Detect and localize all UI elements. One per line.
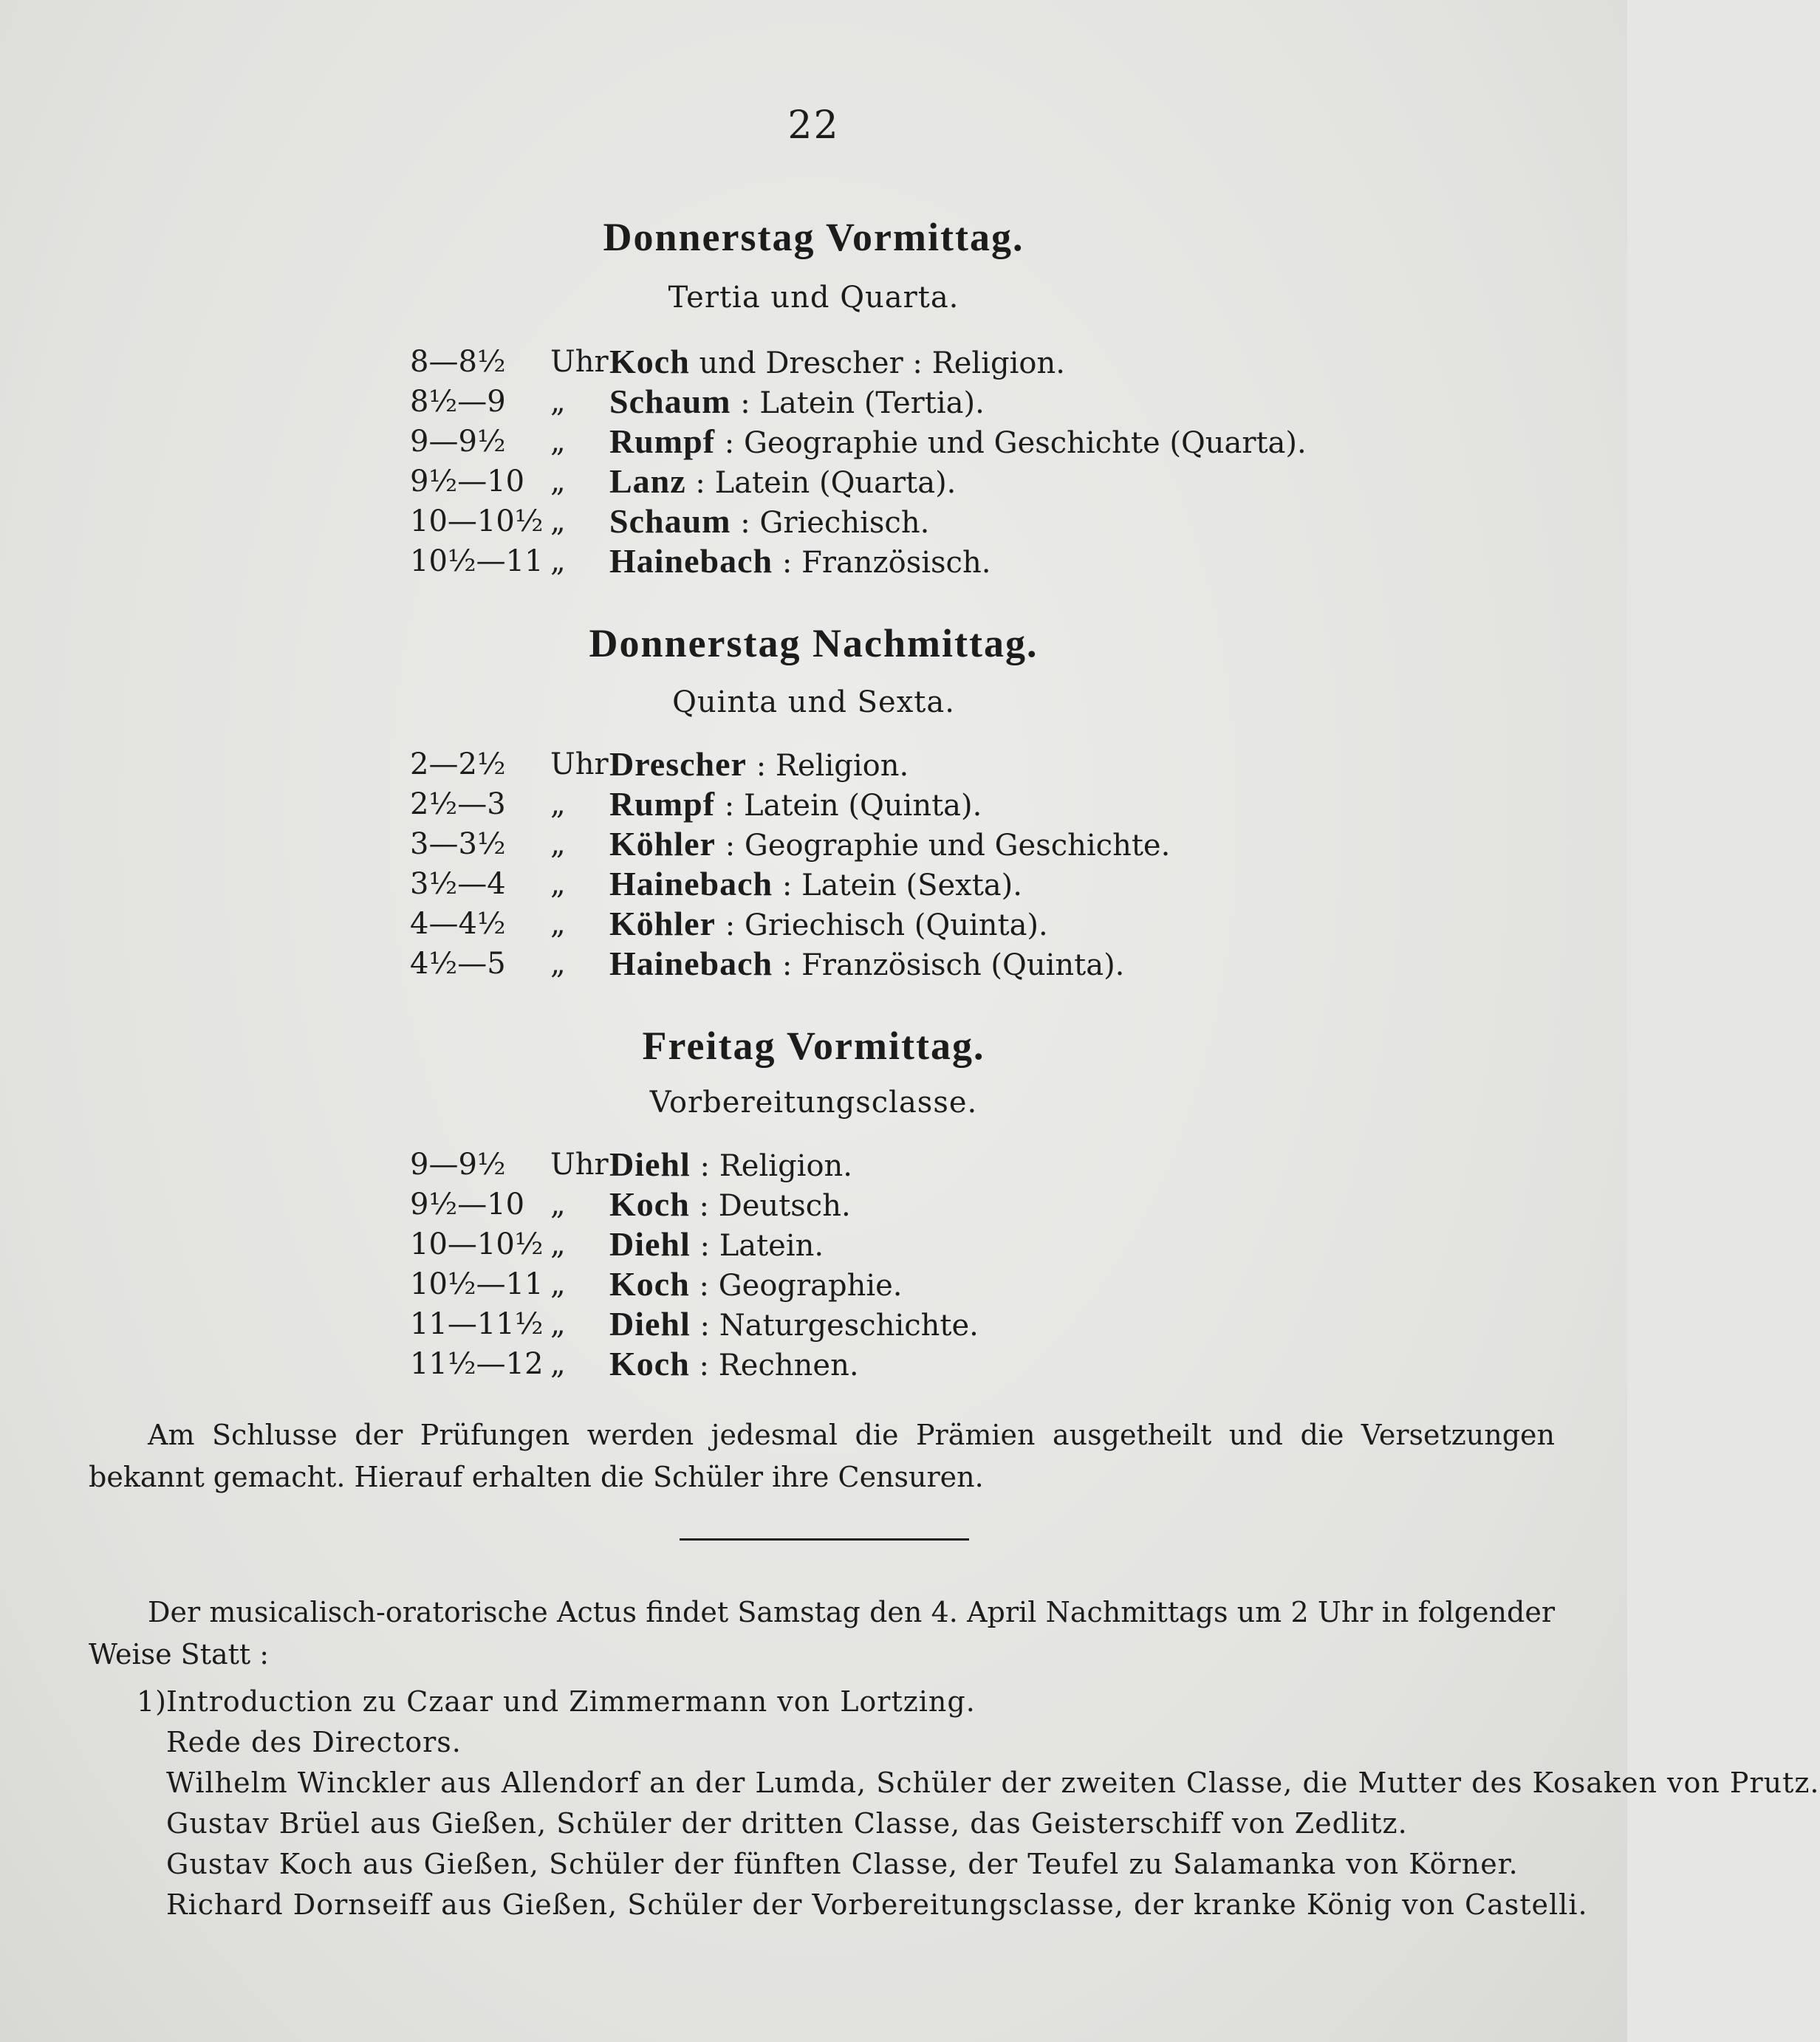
program-number: 1) bbox=[137, 1685, 168, 1718]
row-teacher: Hainebach bbox=[609, 865, 773, 902]
section-title: Donnerstag Nachmittag. bbox=[589, 621, 1039, 665]
row-time: 2—2½ bbox=[410, 747, 506, 781]
row-teacher: Schaum bbox=[609, 383, 731, 420]
row-uhr: „ bbox=[550, 385, 566, 419]
row-time: 2½—3 bbox=[410, 787, 506, 821]
program-item bbox=[166, 1726, 462, 1758]
row-teacher: Hainebach bbox=[609, 945, 773, 982]
row-teacher: Rumpf bbox=[609, 422, 716, 460]
row-teacher: Koch bbox=[609, 1265, 690, 1303]
row-subject: : Geographie. bbox=[699, 1269, 903, 1303]
actus-intro: Der musicalisch-oratorische Actus findet Samstag den 4. April Nachmittags um 2 Uhr in folgender Weise Statt : bbox=[89, 1596, 1555, 1671]
row-teacher: Koch bbox=[609, 1345, 690, 1383]
section-classes: Quinta und Sexta. bbox=[672, 685, 955, 719]
row-time: 4—4½ bbox=[410, 907, 506, 941]
section-title: Freitag Vormittag. bbox=[642, 1024, 985, 1068]
row-uhr: Uhr bbox=[550, 1148, 609, 1182]
row-subject: : Latein (Quinta). bbox=[724, 789, 982, 823]
row-uhr: „ bbox=[550, 947, 566, 981]
section-classes: Vorbereitungsclasse. bbox=[649, 1086, 978, 1120]
program-text: Richard Dornseiff aus Gießen, Schüler der Vorbereitungsclasse, der kranke König von Castelli. bbox=[166, 1888, 1588, 1921]
row-subject: : Französisch. bbox=[781, 546, 991, 580]
row-uhr: „ bbox=[550, 544, 566, 578]
row-time: 3—3½ bbox=[410, 827, 506, 861]
row-teacher: Diehl bbox=[609, 1305, 691, 1343]
row-subject: : Latein. bbox=[699, 1229, 824, 1263]
row-uhr: „ bbox=[550, 867, 566, 901]
program-text: Gustav Koch aus Gießen, Schüler der fünften Classe, der Teufel zu Salamanka von Körner. bbox=[166, 1848, 1519, 1880]
row-time: 9½—10 bbox=[410, 1188, 525, 1222]
row-teacher: Köhler bbox=[609, 825, 716, 863]
row-subject: und Drescher : Religion. bbox=[699, 346, 1065, 380]
program-text: Rede des Directors. bbox=[166, 1726, 462, 1758]
row-subject: : Deutsch. bbox=[699, 1189, 851, 1223]
divider-rule bbox=[680, 1538, 969, 1541]
row-subject: : Griechisch (Quinta). bbox=[725, 908, 1048, 942]
row-uhr: „ bbox=[550, 504, 566, 538]
row-time: 10—10½ bbox=[410, 504, 544, 538]
row-teacher: Koch bbox=[609, 1185, 690, 1223]
row-subject: : Religion. bbox=[699, 1149, 853, 1183]
row-subject: : Latein (Quarta). bbox=[695, 466, 957, 500]
row-uhr: „ bbox=[550, 827, 566, 861]
row-time: 9—9½ bbox=[410, 425, 506, 459]
row-teacher: Drescher bbox=[609, 745, 747, 783]
row-subject: : Religion. bbox=[756, 749, 909, 783]
row-uhr: „ bbox=[550, 1227, 566, 1261]
row-uhr: „ bbox=[550, 1307, 566, 1341]
program-text: Gustav Brüel aus Gießen, Schüler der dritten Classe, das Geisterschiff von Zedlitz. bbox=[166, 1807, 1408, 1840]
row-subject: : Naturgeschichte. bbox=[699, 1309, 979, 1343]
row-time: 10—10½ bbox=[410, 1227, 544, 1261]
row-teacher: Diehl bbox=[609, 1145, 691, 1183]
row-subject: : Griechisch. bbox=[740, 506, 930, 540]
row-teacher: Köhler bbox=[609, 905, 716, 942]
row-uhr: „ bbox=[550, 1267, 566, 1301]
row-time: 9½—10 bbox=[410, 465, 525, 498]
section-title: Donnerstag Vormittag. bbox=[603, 215, 1024, 259]
row-uhr: „ bbox=[550, 787, 566, 821]
row-teacher: Lanz bbox=[609, 462, 686, 500]
row-time: 10½—11 bbox=[410, 1267, 544, 1301]
row-time: 11—11½ bbox=[410, 1307, 544, 1341]
row-subject: : Rechnen. bbox=[699, 1349, 859, 1383]
row-teacher: Rumpf bbox=[609, 785, 716, 823]
row-subject: : Geographie und Geschichte. bbox=[725, 829, 1171, 863]
row-uhr: Uhr bbox=[550, 345, 609, 379]
row-teacher: Koch bbox=[609, 343, 690, 380]
row-time: 8½—9 bbox=[410, 385, 506, 419]
program-item bbox=[166, 1848, 1519, 1880]
row-subject: : Latein (Sexta). bbox=[781, 868, 1022, 902]
program-item bbox=[137, 1685, 976, 1718]
row-subject: : Geographie und Geschichte (Quarta). bbox=[724, 426, 1307, 460]
page-number: 22 bbox=[787, 103, 840, 148]
row-time: 8—8½ bbox=[410, 345, 506, 379]
row-time: 3½—4 bbox=[410, 867, 506, 901]
program-item bbox=[166, 1767, 1820, 1799]
row-teacher: Hainebach bbox=[609, 542, 773, 580]
program-item bbox=[166, 1888, 1588, 1921]
program-item bbox=[166, 1807, 1408, 1840]
row-uhr: „ bbox=[550, 425, 566, 459]
row-time: 10½—11 bbox=[410, 544, 544, 578]
row-teacher: Diehl bbox=[609, 1225, 691, 1263]
section-classes: Tertia und Quarta. bbox=[668, 281, 959, 315]
closing-note: Am Schlusse der Prüfungen werden jedesmal die Prämien ausgetheilt und die Versetzungen bekannt gemacht. Hierauf erhalten die Schüler ihre Censuren. bbox=[89, 1419, 1555, 1493]
row-teacher: Schaum bbox=[609, 502, 731, 540]
row-uhr: Uhr bbox=[550, 747, 609, 781]
row-uhr: „ bbox=[550, 465, 566, 498]
program-text: Introduction zu Czaar und Zimmermann von Lortzing. bbox=[166, 1685, 976, 1718]
row-uhr: „ bbox=[550, 907, 566, 941]
row-time: 4½—5 bbox=[410, 947, 506, 981]
program-text: Wilhelm Winckler aus Allendorf an der Lumda, Schüler der zweiten Classe, die Mutter des Kosaken von Prutz. bbox=[166, 1767, 1820, 1799]
row-uhr: „ bbox=[550, 1347, 566, 1381]
row-time: 11½—12 bbox=[410, 1347, 544, 1381]
row-subject: : Französisch (Quinta). bbox=[781, 948, 1125, 982]
row-uhr: „ bbox=[550, 1188, 566, 1222]
row-subject: : Latein (Tertia). bbox=[740, 386, 985, 420]
row-time: 9—9½ bbox=[410, 1148, 506, 1182]
